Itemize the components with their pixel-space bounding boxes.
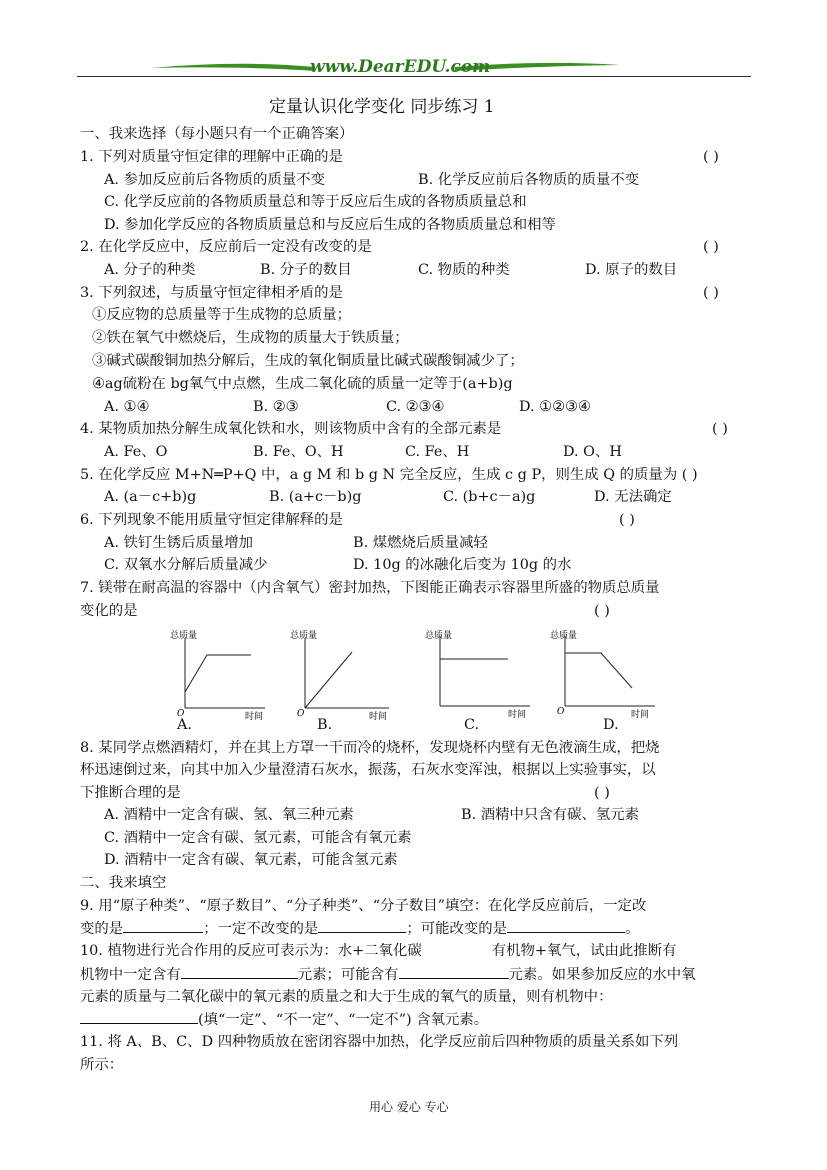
q7-answer-paren: ( )	[594, 603, 610, 619]
q1-answer-paren: ( )	[703, 149, 719, 165]
q5-option-c: C. (b+c－a)g	[443, 489, 536, 505]
q6-answer-paren: ( )	[619, 512, 635, 528]
q2-option-b: B. 分子的数目	[260, 262, 352, 278]
q8-option-a: A. 酒精中一定含有碳、氢、氧三种元素	[104, 807, 354, 823]
header-logo	[150, 56, 620, 82]
q2-stem: 2. 在化学反应中，反应前后一定没有改变的是	[80, 239, 372, 255]
page-footer: 用心 爱心 专心	[369, 1100, 449, 1114]
q5-option-d: D. 无法确定	[594, 489, 672, 505]
q3-statement-4: ④ag硫粉在 bg氧气中点燃，生成二氧化硫的质量一定等于(a+b)g	[92, 376, 513, 392]
q5-option-a: A. (a－c+b)g	[104, 489, 197, 505]
svg-text:时间: 时间	[508, 710, 527, 718]
q7-stem-line1: 7. 镁带在耐高温的容器中（内含氧气）密封加热，下图能正确表示容器里所盛的物质总质量	[80, 580, 660, 596]
svg-text:总质量: 总质量	[290, 631, 318, 641]
q7a-origin: O	[177, 709, 185, 719]
q9-line2: 变的是 ；一定不改变的是 ；可能改变的是 。	[80, 918, 639, 939]
q7-graph-a	[165, 628, 270, 720]
q9-blank-1[interactable]	[123, 918, 203, 933]
q10-blank-1[interactable]	[181, 964, 298, 979]
q1-option-a: A. 参加反应前后各物质的质量不变	[104, 172, 326, 188]
logo-text: www.DearEDU.com	[310, 57, 491, 77]
q6-option-c: C. 双氧水分解后质量减少	[104, 557, 268, 573]
q9-line1: 9. 用“原子种类”、“原子数目”、“分子种类”、“分子数目”填空：在化学反应前后，一定改	[80, 898, 647, 914]
q2-option-c: C. 物质的种类	[418, 262, 510, 278]
header-divider	[77, 76, 751, 77]
q8-option-b: B. 酒精中只含有碳、氢元素	[461, 807, 640, 823]
q9-blank-3[interactable]	[507, 918, 625, 933]
q4-option-b: B. Fe、O、H	[253, 444, 344, 460]
q7a-ylabel: 总质量	[170, 631, 198, 641]
q11-line2: 所示：	[80, 1057, 124, 1073]
q3-statement-3: ③碱式碳酸铜加热分解后，生成的氧化铜质量比碱式碳酸铜减少了；	[92, 353, 524, 369]
q7-graph-d	[545, 626, 660, 718]
svg-text:总质量: 总质量	[425, 631, 453, 641]
q7-graph-c	[420, 626, 535, 718]
q10-line1: 10. 植物进行光合作用的反应可表示为：水+二氧化碳 有机物+氧气，试由此推断有	[80, 943, 677, 959]
q8-stem-line3: 下推断合理的是	[80, 785, 181, 801]
q3-option-b: B. ②③	[253, 399, 299, 415]
q1-option-c: C. 化学反应前的各物质质量总和等于反应后生成的各物质质量总和	[104, 194, 527, 210]
q8-option-c: C. 酒精中一定含有碳、氢元素，可能含有氧元素	[104, 830, 412, 846]
section-heading-choice: 一、我来选择（每小题只有一个正确答案）	[80, 126, 354, 142]
q8-stem-line2: 杯迅速倒过来，向其中加入少量澄清石灰水，振荡，石灰水变浑浊，根据以上实验事实，以	[80, 762, 656, 778]
q4-option-c: C. Fe、H	[405, 444, 470, 460]
page-title: 定量认识化学变化 同步练习 1	[269, 97, 495, 117]
svg-text:总质量: 总质量	[550, 631, 578, 641]
q1-option-b: B. 化学反应前后各物质的质量不变	[418, 172, 640, 188]
q9-blank-2[interactable]	[318, 918, 406, 933]
q5-option-b: B. (a+c－b)g	[269, 489, 362, 505]
q3-stem: 3. 下列叙述，与质量守恒定律相矛盾的是	[80, 285, 343, 301]
q7-graph-b	[285, 628, 395, 720]
q2-option-a: A. 分子的种类	[104, 262, 196, 278]
q2-option-d: D. 原子的数目	[585, 262, 678, 278]
q10-line2: 机物中一定含有 元素；可能含有 元素。如果参加反应的水中氧	[80, 964, 696, 985]
svg-text:O: O	[297, 709, 305, 719]
q10-line3: 元素的质量与二氧化碳中的氧元素的质量之和大于生成的氧气的质量，则有机物中：	[80, 989, 613, 1005]
q6-option-b: B. 煤燃烧后质量减轻	[353, 535, 488, 551]
q7-label-d: D.	[603, 717, 619, 733]
section-heading-fill: 二、我来填空	[80, 875, 167, 891]
q6-stem: 6. 下列现象不能用质量守恒定律解释的是	[80, 512, 343, 528]
q3-statement-2: ②铁在氧气中燃烧后，生成物的质量大于铁质量；	[92, 330, 409, 346]
q7-label-c: C.	[464, 717, 480, 733]
q3-option-d: D. ①②③④	[519, 399, 591, 415]
q4-option-a: A. Fe、O	[104, 444, 168, 460]
q5-stem: 5. 在化学反应 M+N═P+Q 中，a g M 和 b g N 完全反应，生成 c g P，则生成 Q 的质量为 ( )	[80, 467, 698, 483]
svg-text:时间: 时间	[631, 710, 650, 718]
q3-option-c: C. ②③④	[386, 399, 445, 415]
q8-answer-paren: ( )	[594, 785, 610, 801]
svg-text:O: O	[557, 707, 565, 717]
q10-line4: (填“一定”、“不一定”、“一定不”) 含氧元素。	[80, 1009, 488, 1030]
q1-option-d: D. 参加化学反应的各物质质量总和与反应后生成的各物质质量总和相等	[104, 217, 556, 233]
q10-blank-3[interactable]	[80, 1009, 198, 1024]
q1-stem: 1. 下列对质量守恒定律的理解中正确的是	[80, 149, 343, 165]
q11-line1: 11. 将 A、B、C、D 四种物质放在密闭容器中加热，化学反应前后四种物质的质量关系如下列	[80, 1034, 679, 1050]
q3-option-a: A. ①④	[104, 399, 150, 415]
q2-answer-paren: ( )	[703, 239, 719, 255]
q7-stem-line2: 变化的是	[80, 603, 138, 619]
q3-statement-1: ①反应物的总质量等于生成物的总质量；	[92, 307, 352, 323]
q6-option-a: A. 铁钉生锈后质量增加	[104, 535, 254, 551]
svg-text:时间: 时间	[369, 712, 388, 720]
q10-blank-2[interactable]	[399, 964, 509, 979]
q4-option-d: D. O、H	[563, 444, 622, 460]
q7a-xlabel: 时间	[245, 712, 264, 720]
q8-stem-line1: 8. 某同学点燃酒精灯，并在其上方罩一干而冷的烧杯，发现烧杯内壁有无色液滴生成，把烧	[80, 740, 660, 756]
q3-answer-paren: ( )	[703, 285, 719, 301]
q7-label-a: A.	[177, 717, 192, 733]
q7-label-b: B.	[317, 717, 333, 733]
q4-stem: 4. 某物质加热分解生成氧化铁和水，则该物质中含有的全部元素是	[80, 421, 502, 437]
q4-answer-paren: ( )	[712, 421, 728, 437]
q8-option-d: D. 酒精中一定含有碳、氧元素，可能含氢元素	[104, 852, 398, 868]
q6-option-d: D. 10g 的冰融化后变为 10g 的水	[353, 557, 572, 573]
